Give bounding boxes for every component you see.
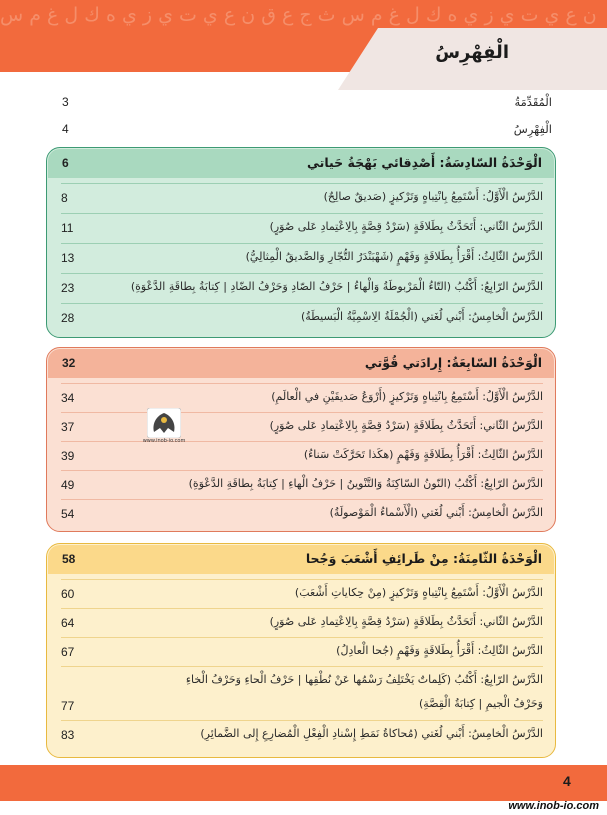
lesson-page: 23: [61, 281, 75, 295]
lesson-row[interactable]: [61, 499, 543, 526]
unit-7-section: [46, 347, 556, 532]
lesson-label: الدَّرْسُ الْخامِسُ: أَبْني لُغَتي (الْجُمْلَةُ الِاسْمِيَّةُ الْبَسيطَةُ): [300, 310, 543, 323]
lesson-label: الدَّرْسُ الْأَوَّلُ: أَسْتَمِعُ بِانْتِباهٍ وَتَرْكيزٍ (مِنْ حِكاياتِ أَشْعَبَ): [294, 586, 543, 599]
toc-item-label: الْفِهْرِسُ: [513, 122, 552, 136]
lesson-page: 11: [61, 221, 74, 235]
lesson-label: الدَّرْسُ الثّالِثُ: أَقْرَأُ بِطَلاقَةٍ وَفَهْمٍ (هكَذا تَحَرَّكَتْ سَناءُ): [303, 448, 543, 461]
unit-6-header[interactable]: [48, 149, 554, 178]
lesson-label: الدَّرْسُ الرّابِعُ: أَكْتُبُ (النّونُ السّاكِنَةُ وَالتَّنْوينُ | حَرْفُ الْهاءِ | كِتابَةُ بِطاقَةِ الدَّعْوَةِ): [188, 477, 543, 490]
toc-item-intro[interactable]: [62, 89, 552, 115]
lesson-page: 60: [61, 587, 75, 601]
lesson-row[interactable]: [61, 608, 543, 635]
unit-title: الْوَحْدَةُ السّادِسَةُ: أَصْدِقائي بَهْجَةُ حَياتي: [307, 155, 542, 170]
letter-pattern: ن ع ي ت ي ز ي ه ك ل غ م س ث ج ع ق ن ع ي ت ي ز ي ه ك ل غ م س: [0, 4, 597, 26]
lesson-label-continued: وَحَرْفُ الْجيمِ | كِتابَةُ الْقِصَّةِ): [419, 697, 543, 710]
unit-page: 32: [62, 356, 76, 370]
eagle-logo-icon: [147, 408, 181, 438]
unit-title: الْوَحْدَةُ السّابِعَةُ: إِرادَتي قُوَّتي: [364, 355, 542, 370]
lesson-label: الدَّرْسُ الرّابِعُ: أَكْتُبُ (التّاءُ الْمَرْبوطَةُ وَالْهاءُ | حَرْفُ الصّادِ وَحَرْفُ الضّادِ | كِتابَةُ بِطاقَةِ الدَّعْوَةِ): [130, 280, 543, 293]
lesson-page: 8: [61, 191, 68, 205]
lesson-page: 67: [61, 645, 75, 659]
unit-title: الْوَحْدَةُ الثّامِنَةُ: مِنْ طَرائِفِ أَشْعَبَ وَجُحا: [305, 551, 542, 566]
lesson-page: 34: [61, 391, 75, 405]
lesson-row[interactable]: [61, 666, 543, 717]
toc-item-index[interactable]: [62, 116, 552, 142]
lesson-label: الدَّرْسُ الْأَوَّلُ: أَسْتَمِعُ بِانْتِباهٍ وَتَرْكيزٍ (صَديقٌ صالِحٌ): [323, 190, 543, 203]
lesson-page: 83: [61, 728, 75, 742]
toc-item-label: الْمُقَدِّمَةُ: [514, 95, 552, 109]
lesson-row[interactable]: [61, 579, 543, 606]
lesson-row[interactable]: [61, 213, 543, 240]
toc-item-page: 4: [62, 122, 69, 136]
lesson-label: الدَّرْسُ الثّالِثُ: أَقْرَأُ بِطَلاقَةٍ وَفَهْمٍ (جُحا الْعادِلُ): [336, 644, 543, 657]
lesson-row[interactable]: [61, 637, 543, 664]
lesson-row[interactable]: [61, 441, 543, 468]
lesson-label: الدَّرْسُ الثّاني: أَتَحَدَّثُ بِطَلاقَةٍ (سَرْدُ قِصَّةٍ بِالِاعْتِمادِ عَلى صُوَرٍ): [269, 615, 543, 628]
unit-page: 6: [62, 156, 69, 170]
lesson-label: الدَّرْسُ الْأَوَّلُ: أَسْتَمِعُ بِانْتِباهٍ وَتَرْكيزٍ (أَرْوَعُ صَديقَيْنِ في الْعالَمِ): [271, 390, 543, 403]
lesson-row[interactable]: [61, 412, 543, 439]
logo-label: www.inob-io.com: [142, 438, 186, 444]
lesson-row[interactable]: [61, 470, 543, 497]
page-number: 4: [563, 773, 571, 789]
site-logo: [142, 408, 186, 444]
lesson-page: 39: [61, 449, 75, 463]
lesson-row[interactable]: [61, 183, 543, 210]
lesson-label: الدَّرْسُ الثّالِثُ: أَقْرَأُ بِطَلاقَةٍ وَفَهْمٍ (شَهْبَنْدَرُ التُّجّارِ وَالصَّديقُ الْمِثالِيُّ): [245, 250, 543, 263]
lesson-page: 49: [61, 478, 75, 492]
toc-item-page: 3: [62, 95, 69, 109]
unit-8-section: [46, 543, 556, 758]
lesson-label: الدَّرْسُ الْخامِسُ: أَبْني لُغَتي (الْأَسْماءُ الْمَوْصولَةُ): [329, 506, 543, 519]
lesson-row[interactable]: [61, 720, 543, 747]
lesson-row[interactable]: [61, 303, 543, 330]
lesson-label: الدَّرْسُ الثّاني: أَتَحَدَّثُ بِطَلاقَةٍ (سَرْدُ قِصَّةٍ بِالِاعْتِمادِ عَلى صُوَرٍ): [269, 220, 543, 233]
unit-page: 58: [62, 552, 76, 566]
website-link[interactable]: www.inob-io.com: [508, 800, 599, 812]
lesson-label: الدَّرْسُ الثّاني: أَتَحَدَّثُ بِطَلاقَةٍ (سَرْدُ قِصَّةٍ بِالِاعْتِمادِ عَلى صُوَرٍ): [269, 419, 543, 432]
lesson-row[interactable]: [61, 383, 543, 410]
lesson-page: 37: [61, 420, 75, 434]
lesson-label: الدَّرْسُ الْخامِسُ: أَبْني لُغَتي (مُحاكاةُ نَمَطِ إِسْنادِ الْفِعْلِ الْمُضارِعِ إِلى الضَّمائِرِ): [200, 727, 543, 740]
unit-7-header[interactable]: [48, 349, 554, 378]
lesson-row[interactable]: [61, 273, 543, 300]
lesson-page: 28: [61, 311, 75, 325]
lesson-page: 77: [61, 699, 75, 713]
lesson-row[interactable]: [61, 243, 543, 270]
unit-8-header[interactable]: [48, 545, 554, 574]
lesson-page: 64: [61, 616, 75, 630]
footer-band: [0, 765, 607, 801]
unit-6-section: [46, 147, 556, 338]
page-title: الْفِهْرِسُ: [435, 42, 509, 63]
lesson-label: الدَّرْسُ الرّابِعُ: أَكْتُبُ (كَلِماتٌ يَخْتَلِفُ رَسْمُها عَنْ نُطْقِها | حَرْفُ الْحاءِ وَحَرْفُ الْخاءِ: [185, 673, 543, 686]
lesson-page: 13: [61, 251, 75, 265]
lesson-page: 54: [61, 507, 75, 521]
